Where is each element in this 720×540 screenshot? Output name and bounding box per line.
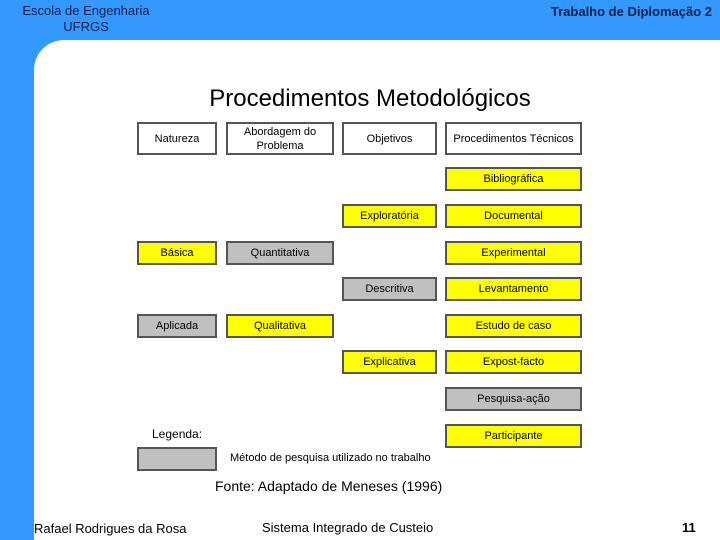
legend-text: Método de pesquisa utilizado no trabalho bbox=[230, 452, 431, 464]
objetivo-exploratoria: Exploratória bbox=[342, 204, 437, 228]
objetivo-descritiva: Descritiva bbox=[342, 277, 437, 301]
natureza-basica: Básica bbox=[137, 241, 217, 265]
abordagem-qualitativa: Qualitativa bbox=[226, 314, 334, 338]
column-header-natureza: Natureza bbox=[137, 122, 217, 155]
procedimento-participante: Participante bbox=[445, 424, 582, 448]
column-header-procedimentos: Procedimentos Técnicos bbox=[445, 122, 582, 155]
abordagem-quantitativa: Quantitativa bbox=[226, 241, 334, 265]
university-name: UFRGS bbox=[63, 19, 109, 34]
procedimento-documental: Documental bbox=[445, 204, 582, 228]
objetivo-explicativa: Explicativa bbox=[342, 350, 437, 374]
procedimento-expost-facto: Expost-facto bbox=[445, 350, 582, 374]
school-header bbox=[0, 0, 172, 40]
course-title: Trabalho de Diplomação 2 bbox=[550, 4, 712, 19]
procedimento-estudo-de-caso: Estudo de caso bbox=[445, 314, 582, 338]
footer-title: Sistema Integrado de Custeio bbox=[262, 520, 434, 535]
slide-title: Procedimentos Metodológicos bbox=[209, 85, 531, 112]
legend-label: Legenda: bbox=[152, 427, 203, 441]
legend-swatch bbox=[137, 447, 217, 471]
methodology-diagram bbox=[137, 122, 583, 470]
procedimento-experimental: Experimental bbox=[445, 241, 582, 265]
page-number: 11 bbox=[682, 520, 696, 535]
procedimento-pesquisa-acao: Pesquisa-ação bbox=[445, 387, 582, 411]
natureza-aplicada: Aplicada bbox=[137, 314, 217, 338]
column-header-objetivos: Objetivos bbox=[342, 122, 437, 155]
school-name: Escola de Engenharia bbox=[22, 3, 150, 18]
procedimento-bibliografica: Bibliográfica bbox=[445, 167, 582, 191]
source-caption: Fonte: Adaptado de Meneses (1996) bbox=[215, 478, 443, 494]
procedimento-levantamento: Levantamento bbox=[445, 277, 582, 301]
column-header-abordagem: Abordagem do Problema bbox=[226, 122, 334, 155]
footer-author: Rafael Rodrigues da Rosa bbox=[34, 521, 187, 536]
